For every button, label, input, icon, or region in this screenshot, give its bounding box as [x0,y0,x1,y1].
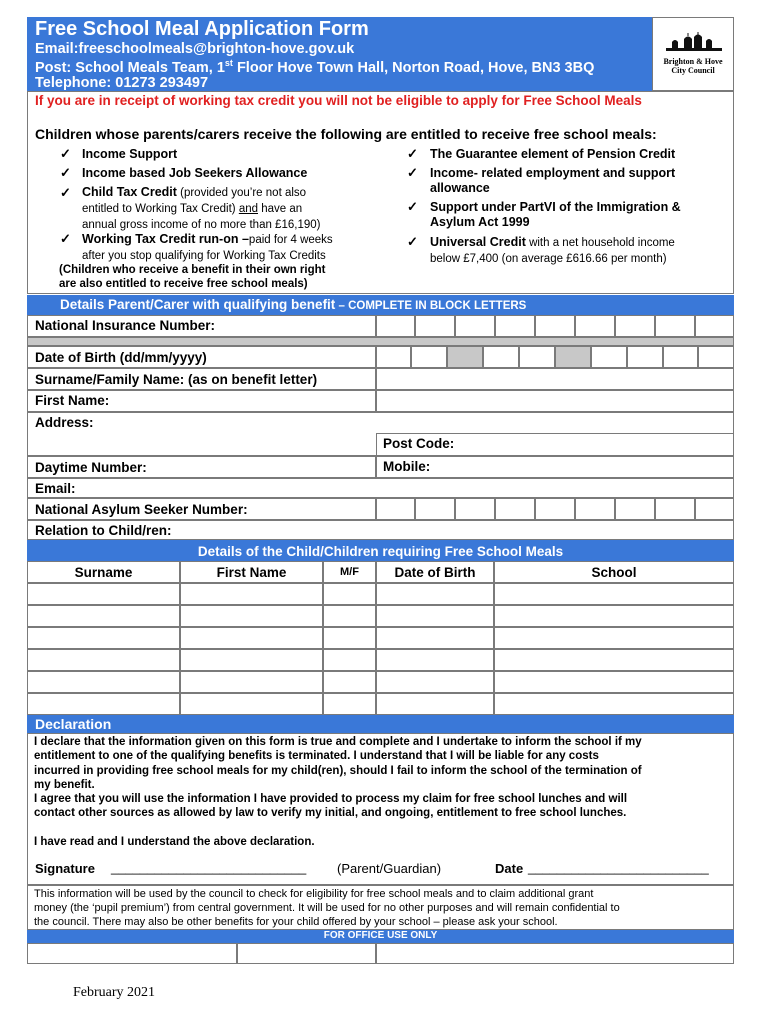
child-table-cell[interactable] [323,671,376,693]
mobile-label: Mobile: [383,459,431,474]
child-table-cell[interactable] [27,693,180,715]
child-table-cell[interactable] [323,649,376,671]
asylum-char-box[interactable] [575,498,615,520]
child-table-cell[interactable] [376,605,494,627]
council-logo-box [652,17,734,91]
ni-char-box[interactable] [535,315,575,337]
own-right-note [59,264,325,291]
office-use-label: FOR OFFICE USE ONLY [323,930,438,941]
asylum-char-box[interactable] [695,498,734,520]
office-use-cell-3 [376,943,734,964]
dob-char-box[interactable] [663,346,698,368]
check-icon: ✓ [407,234,418,249]
benefit-pension-credit: The Guarantee element of Pension Credit [430,147,676,161]
child-table-cell[interactable] [323,583,376,605]
ni-label: National Insurance Number: [35,318,216,333]
firstname-input[interactable] [376,390,734,412]
note-line-b: are also entitled to receive free school meals) [59,277,308,290]
uc-rest-b: below £7,400 (on average £616.66 per month) [430,253,667,265]
child-table-cell[interactable] [376,693,494,715]
date-field[interactable]: _________________________ [528,860,709,875]
check-icon: ✓ [60,231,71,246]
col-firstname-label: First Name [216,565,287,580]
declaration-text [34,735,734,849]
dob-char-box[interactable] [483,346,519,368]
asylum-char-box[interactable] [535,498,575,520]
row-separator [27,337,734,346]
esa-line-a: Income- related employment and support [430,166,676,180]
declaration-title: Declaration [35,716,112,732]
child-table-cell[interactable] [323,693,376,715]
wtc-rest-b: after you stop qualifying for Working Tax Credits [82,250,326,262]
col-mf-label: M/F [340,566,359,578]
contact-post [35,58,594,76]
block-letters-note: – COMPLETE IN BLOCK LETTERS [335,300,527,312]
uc-rest-a: with a net household income [525,237,675,249]
check-icon: ✓ [407,165,418,180]
post-sup: st [224,58,233,68]
footer-date: February 2021 [73,985,156,1000]
child-section-title: Details of the Child/Children requiring Free School Meals [197,544,564,559]
signature-label: Signature [35,861,95,876]
decl-line: I have read and I understand the above declaration. [34,835,315,848]
benefit-income-support: Income Support [82,147,178,161]
ni-char-box[interactable] [575,315,615,337]
benefit-esa [430,166,675,196]
parent-guardian-label: (Parent/Guardian) [337,861,442,876]
asylum-char-box[interactable] [415,498,455,520]
child-table-cell[interactable] [180,649,323,671]
decl-line: contact other sources as allowed by law to verify my initial, and ongoing, entitlement to free school lunches. [34,807,627,820]
decl-line: I agree that you will use the information I have provided to process my claim for free school lunches and will [34,793,628,806]
dob-char-box[interactable] [376,346,411,368]
benefit-jsa: Income based Job Seekers Allowance [82,166,308,180]
asylum-label: National Asylum Seeker Number: [35,502,248,517]
child-table-cell[interactable] [323,627,376,649]
postcode-label: Post Code: [383,436,455,451]
child-table-cell[interactable] [323,605,376,627]
child-table-cell[interactable] [494,605,734,627]
child-table-cell[interactable] [27,671,180,693]
benefit-wtc-runon [82,232,333,264]
ni-char-box[interactable] [455,315,495,337]
child-table-cell[interactable] [180,627,323,649]
surname-input[interactable] [376,368,734,390]
child-table-cell[interactable] [494,649,734,671]
entitled-heading: Children whose parents/carers receive the following are entitled to receive free school meals: [35,126,657,142]
parent-section-title [60,297,526,312]
post-text-a: Post: School Meals Team, 1 [35,59,225,76]
col-surname-label: Surname [74,565,133,580]
logo-line2: City Council [671,66,715,75]
asylum-char-box[interactable] [615,498,655,520]
col-school-label: School [591,565,637,580]
info-line: This information will be used by the council to check for eligibility for free school meals and to claim additional grant [34,888,594,900]
date-label: Date [495,861,524,876]
child-table-cell[interactable] [27,583,180,605]
child-table-cell[interactable] [27,627,180,649]
child-table-cell[interactable] [27,605,180,627]
ni-char-box[interactable] [615,315,655,337]
check-icon: ✓ [60,165,71,180]
child-table-cell[interactable] [494,693,734,715]
form-title: Free School Meal Application Form [35,18,369,40]
check-icon: ✓ [60,146,71,161]
firstname-label: First Name: [35,393,110,408]
office-use-cell-1 [27,943,237,964]
ni-char-box[interactable] [495,315,535,337]
asylum-char-box[interactable] [376,498,415,520]
ctc-rest-c: have an [258,203,303,215]
surname-label: Surname/Family Name: (as on benefit letter) [35,372,318,387]
child-table-cell[interactable] [27,649,180,671]
ctc-rest-a: (provided you’re not also [176,187,307,199]
asylum-char-box[interactable] [455,498,495,520]
check-icon: ✓ [60,185,71,200]
benefit-child-tax-credit [82,185,320,233]
email-cell[interactable] [27,478,734,498]
esa-line-b: allowance [430,181,490,195]
logo-line1: Brighton & Hove [663,57,723,66]
asylum-line-b: Asylum Act 1999 [430,215,530,229]
address-label: Address: [35,415,94,430]
decl-line: incurred in providing free school meals for my child(ren), should I fail to inform the school of the termination of [34,764,642,777]
child-table-cell[interactable] [180,605,323,627]
child-table-cell[interactable] [494,583,734,605]
ni-char-box[interactable] [695,315,734,337]
ctc-bold: Child Tax Credit [82,185,177,199]
dob-char-box [555,346,591,368]
parent-heading: Details Parent/Carer with qualifying benefit [60,297,336,312]
info-line: money (the ‘pupil premium’) from central government. It will be used for no other purposes and will remain confidential to [34,902,620,914]
signature-field[interactable]: ___________________________ [111,860,307,875]
child-table-cell[interactable] [180,671,323,693]
dob-label: Date of Birth (dd/mm/yyyy) [35,350,207,365]
decl-line: I declare that the information given on this form is true and complete and I undertake to inform the school if my [34,736,642,748]
decl-line: my benefit. [34,778,95,791]
check-icon: ✓ [407,146,418,161]
council-logo-icon [664,32,724,54]
benefit-universal-credit [430,235,675,267]
post-text-b: Floor Hove Town Hall, Norton Road, Hove, BN3 3BQ [232,59,595,76]
contact-email: Email:freeschoolmeals@brighton-hove.gov.uk [35,41,355,57]
ni-char-box[interactable] [376,315,415,337]
decl-line: entitlement to one of the qualifying benefits is terminated. I understand that I will be liable for any costs [34,750,599,763]
daytime-label: Daytime Number: [35,460,147,475]
info-line: the council. There may also be other benefits for your child offered by your school – please ask your school. [34,916,558,928]
declaration-header [27,715,734,733]
child-table-cell[interactable] [494,671,734,693]
child-table-cell[interactable] [180,583,323,605]
benefit-asylum-support [430,200,681,230]
working-tax-warning: If you are in receipt of working tax credit you will not be eligible to apply for Free School Meals [35,93,642,108]
child-table-cell[interactable] [494,627,734,649]
child-table-cell[interactable] [376,649,494,671]
ni-char-box[interactable] [415,315,455,337]
col-dob-label: Date of Birth [394,565,476,580]
dob-char-box [447,346,483,368]
asylum-char-box[interactable] [655,498,695,520]
child-table-cell[interactable] [376,583,494,605]
info-text [34,887,732,929]
ctc-and: and [238,203,258,215]
ctc-rest-b: entitled to Working Tax Credit) [82,203,239,215]
child-table-cell[interactable] [180,693,323,715]
child-table-cell[interactable] [376,671,494,693]
dob-char-box[interactable] [698,346,734,368]
child-table-cell[interactable] [376,627,494,649]
check-icon: ✓ [407,199,418,214]
office-use-cell-2 [237,943,376,964]
ctc-rest-d: annual gross income of no more than £16,190) [82,219,321,231]
wtc-rest-a: paid for 4 weeks [248,234,333,246]
dob-char-box[interactable] [411,346,447,368]
relation-label: Relation to Child/ren: [35,523,172,538]
dob-char-box[interactable] [519,346,555,368]
wtc-bold: Working Tax Credit run-on – [82,232,249,246]
asylum-char-box[interactable] [495,498,535,520]
uc-bold: Universal Credit [430,235,526,249]
ni-char-box[interactable] [655,315,695,337]
dob-char-box[interactable] [591,346,627,368]
contact-phone: Telephone: 01273 293497 [35,75,209,91]
asylum-line-a: Support under PartVI of the Immigration & [430,200,681,214]
note-line-a: (Children who receive a benefit in their own right [59,264,326,276]
email-label: Email: [35,481,76,496]
dob-char-box[interactable] [627,346,663,368]
